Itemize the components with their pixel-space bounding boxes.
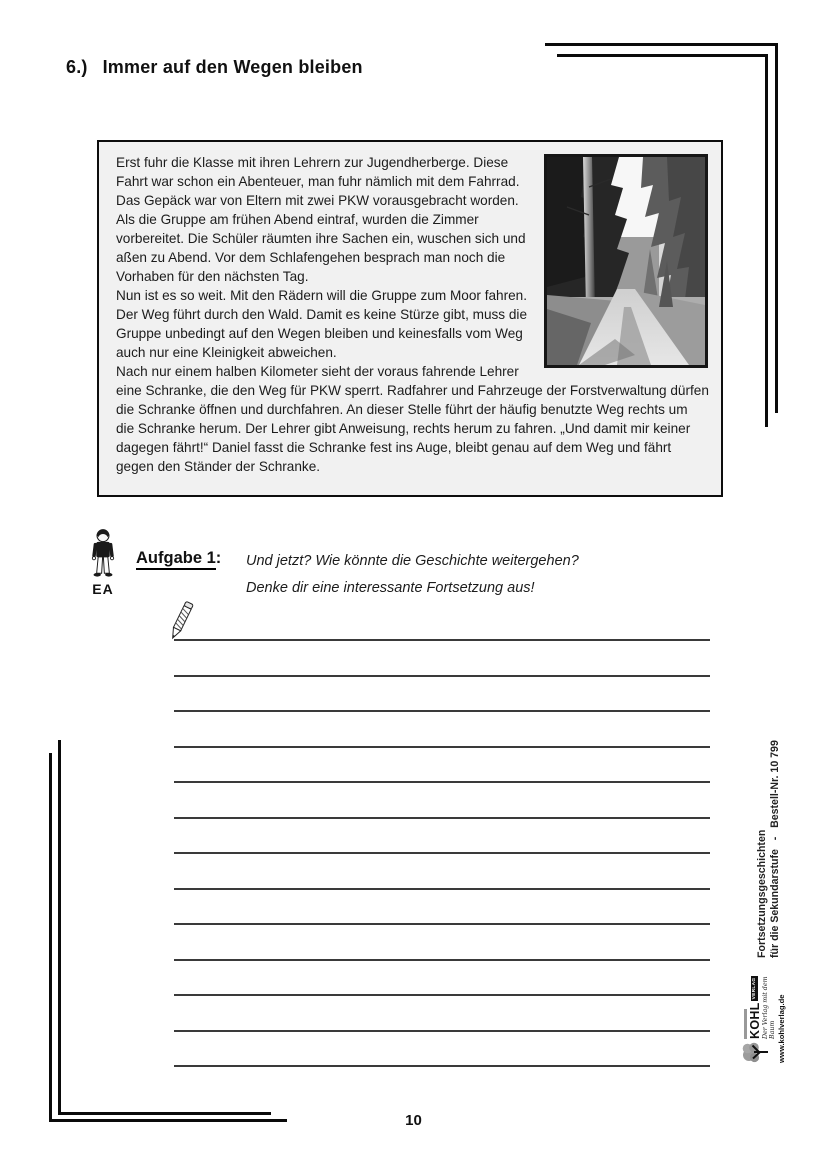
writing-line <box>174 1030 710 1032</box>
corner-line <box>557 54 768 57</box>
corner-line <box>49 753 52 1122</box>
writing-line <box>174 746 710 748</box>
publisher-division: VERLAG <box>752 977 757 1000</box>
writing-line <box>174 994 710 996</box>
corner-line <box>49 1119 287 1122</box>
sidebar-series-info <box>756 740 782 958</box>
writing-line <box>174 923 710 925</box>
story-paragraph: Nach nur einem halben Kilometer sieht der voraus fahrende Lehrer eine Schranke, die den Weg für PKW sperrt. Radfahrer und Fahrzeuge der Forstverwaltung dürfen die Schranke öffnen und durchfahren. An dieser Stelle führt der häufig benutzte Weg rechts um die Schranke herum. Der Lehrer gibt Anweisung, rechts herum zu fahren. „Und damit mir keiner dagegen fährt!“ Daniel fasst die Schranke fest ins Auge, bleibt genau auf dem Weg und fährt gegen den Ständer der Schranke. <box>116 364 709 474</box>
work-form-badge <box>83 527 123 597</box>
writing-line <box>174 675 710 677</box>
task-prompt-line: Denke dir eine interessante Fortsetzung aus! <box>246 580 535 596</box>
writing-line <box>174 888 710 890</box>
title-number: 6.) <box>66 57 88 77</box>
task-label-text: Aufgabe 1 <box>136 549 216 570</box>
logo-claim-bar <box>744 1009 747 1039</box>
person-figure-icon <box>83 527 123 579</box>
writing-line <box>174 959 710 961</box>
title-text: Immer auf den Wegen bleiben <box>102 57 363 77</box>
task-prompt <box>246 548 579 602</box>
writing-line <box>174 1065 710 1067</box>
corner-line <box>765 54 768 427</box>
writing-line <box>174 781 710 783</box>
page-title <box>66 57 363 78</box>
writing-line <box>174 852 710 854</box>
series-title: Fortsetzungsgeschichten <box>756 829 768 958</box>
series-subtitle-order-number: für die Sekundarstufe - Bestell-Nr. 10 799 <box>769 740 781 958</box>
work-form-label: EA <box>92 581 114 597</box>
page-number: 10 <box>405 1112 422 1129</box>
publisher-tagline: Der Verlag mit dem Baum <box>761 976 776 1039</box>
corner-line <box>58 740 61 1115</box>
publisher-name: KOHL <box>747 1002 762 1039</box>
writing-line <box>174 710 710 712</box>
task-prompt-line: Und jetzt? Wie könnte die Geschichte weitergehen? <box>246 553 579 569</box>
corner-line <box>58 1112 271 1115</box>
task-label <box>136 549 221 568</box>
story-box <box>97 140 723 497</box>
writing-line <box>174 639 710 641</box>
story-paragraph: Nun ist es so weit. Mit den Rädern will die Gruppe zum Moor fahren. Der Weg führt durch den Wald. Damit es keine Stürze gibt, muss die Gruppe unbedingt auf den Wegen bleiben und keinesfalls vom Weg auch nur eine Kleinigkeit abweichen. <box>116 288 528 360</box>
publisher-website: www.kohlverlag.de <box>776 994 786 1063</box>
corner-line <box>775 43 778 413</box>
task-label-colon: : <box>215 549 222 567</box>
publisher-logo <box>741 977 786 1063</box>
writing-lines <box>174 639 710 1067</box>
tree-icon <box>741 1041 774 1063</box>
corner-line <box>545 43 778 46</box>
writing-line <box>174 817 710 819</box>
forest-path-photo <box>544 154 708 368</box>
story-paragraph: Erst fuhr die Klasse mit ihren Lehrern zur Jugendherberge. Diese Fahrt war schon ein Abenteuer, man fuhr nämlich mit dem Fahrrad. Das Gepäck war von Eltern mit zwei PKW vorausgebracht worden. Als die Gruppe am frühen Abend eintraf, wurden die Zimmer vorbereitet. Die Schüler räumten ihre Sachen ein, wuschen sich und aßen zu Abend. Vor dem Schlafengehen besprach man noch die Vorhaben für den nächsten Tag. <box>116 155 526 284</box>
